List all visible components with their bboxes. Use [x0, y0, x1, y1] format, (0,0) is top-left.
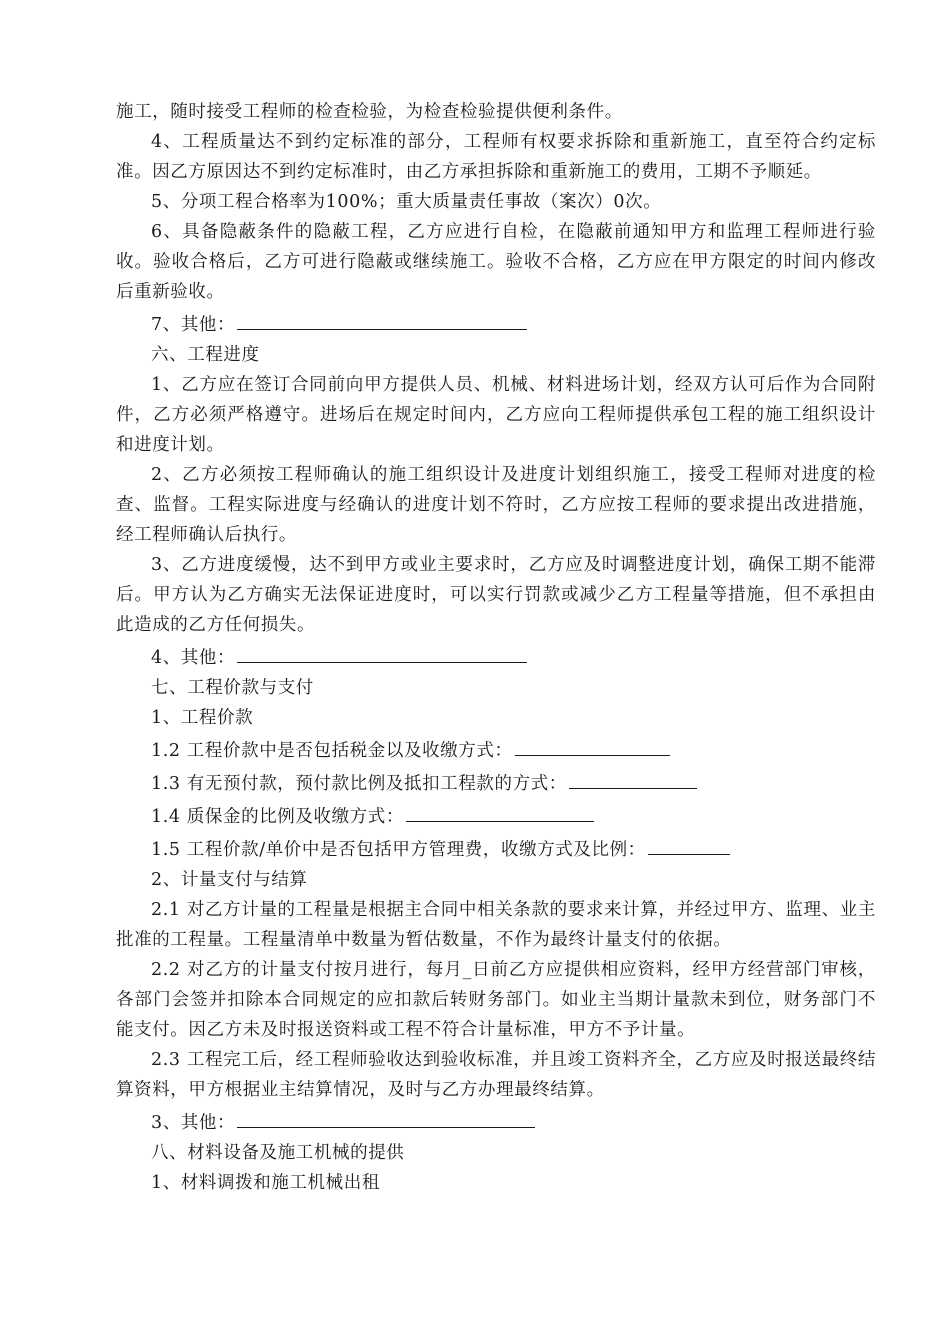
paragraph-progress-other	[116, 640, 876, 673]
paragraph-payment-other	[116, 1105, 876, 1138]
document-body	[116, 97, 876, 1198]
fill-in-blank	[406, 799, 594, 822]
fill-in-blank	[648, 832, 730, 855]
section-heading-payment: 七、工程价款与支付	[151, 678, 314, 698]
item-label: 1.5 工程价款/单价中是否包括甲方管理费，收缴方式及比例：	[151, 840, 646, 860]
item-label: 1.4 质保金的比例及收缴方式：	[151, 807, 404, 827]
paragraph-settlement-2-1: 2.1 对乙方计量的工程量是根据主合同中相关条款的要求来计算，并经过甲方、监理、业主批准的工程量。工程量清单中数量为暂估数量，不作为最终计量支付的依据。	[116, 900, 876, 950]
other-label: 7、其他：	[151, 315, 236, 335]
paragraph-price-1-5	[116, 832, 876, 865]
paragraph-quality-other	[116, 307, 876, 340]
section-heading-progress: 六、工程进度	[151, 345, 260, 365]
item-label: 1.3 有无预付款，预付款比例及抵扣工程款的方式：	[151, 774, 567, 794]
fill-in-blank	[237, 307, 527, 330]
paragraph-progress-2: 2、乙方必须按工程师确认的施工组织设计及进度计划组织施工，接受工程师对进度的检查、监督。工程实际进度与经确认的进度计划不符时，乙方应按工程师的要求提出改进措施，经工程师确认后执行。	[116, 465, 876, 545]
item-label: 1.2 工程价款中是否包括税金以及收缴方式：	[151, 741, 513, 761]
fill-in-blank	[237, 640, 527, 663]
fill-in-blank	[237, 1105, 535, 1128]
paragraph-settlement-2-2: 2.2 对乙方的计量支付按月进行，每月_日前乙方应提供相应资料，经甲方经营部门审核，各部门会签并扣除本合同规定的应扣款后转财务部门。如业主当期计量款未到位，财务部门不能支付。因乙方未及时报送资料或工程不符合计量标准，甲方不予计量。	[116, 960, 876, 1040]
other-label: 4、其他：	[151, 648, 236, 668]
other-label: 3、其他：	[151, 1113, 236, 1133]
section-heading-materials: 八、材料设备及施工机械的提供	[151, 1143, 405, 1163]
fill-in-blank	[515, 733, 670, 756]
paragraph-progress-1: 1、乙方应在签订合同前向甲方提供人员、机械、材料进场计划，经双方认可后作为合同附件，乙方必须严格遵守。进场后在规定时间内，乙方应向工程师提供承包工程的施工组织设计和进度计划。	[116, 375, 876, 455]
paragraph-quality-5: 5、分项工程合格率为100%；重大质量责任事故（案次）0次。	[151, 192, 662, 212]
fill-in-blank	[569, 766, 697, 789]
subheading-price: 1、工程价款	[151, 708, 254, 728]
paragraph-price-1-2	[116, 733, 876, 766]
subheading-settlement: 2、计量支付与结算	[151, 870, 308, 890]
paragraph-progress-3: 3、乙方进度缓慢，达不到甲方或业主要求时，乙方应及时调整进度计划，确保工期不能滞后。甲方认为乙方确实无法保证进度时，可以实行罚款或减少乙方工程量等措施，但不承担由此造成的乙方任何损失。	[116, 555, 876, 635]
paragraph-quality-4: 4、工程质量达不到约定标准的部分，工程师有权要求拆除和重新施工，直至符合约定标准。因乙方原因达不到约定标准时，由乙方承担拆除和重新施工的费用，工期不予顺延。	[116, 132, 876, 182]
paragraph-price-1-4	[116, 799, 876, 832]
paragraph-continuation: 施工，随时接受工程师的检查检验，为检查检验提供便利条件。	[116, 102, 623, 122]
paragraph-quality-6: 6、具备隐蔽条件的隐蔽工程，乙方应进行自检，在隐蔽前通知甲方和监理工程师进行验收。验收合格后，乙方可进行隐蔽或继续施工。验收不合格，乙方应在甲方限定的时间内修改后重新验收。	[116, 222, 876, 302]
subheading-materials-1: 1、材料调拨和施工机械出租	[151, 1173, 380, 1193]
paragraph-price-1-3	[116, 766, 876, 799]
paragraph-settlement-2-3: 2.3 工程完工后，经工程师验收达到验收标准，并且竣工资料齐全，乙方应及时报送最终结算资料，甲方根据业主结算情况，及时与乙方办理最终结算。	[116, 1050, 876, 1100]
